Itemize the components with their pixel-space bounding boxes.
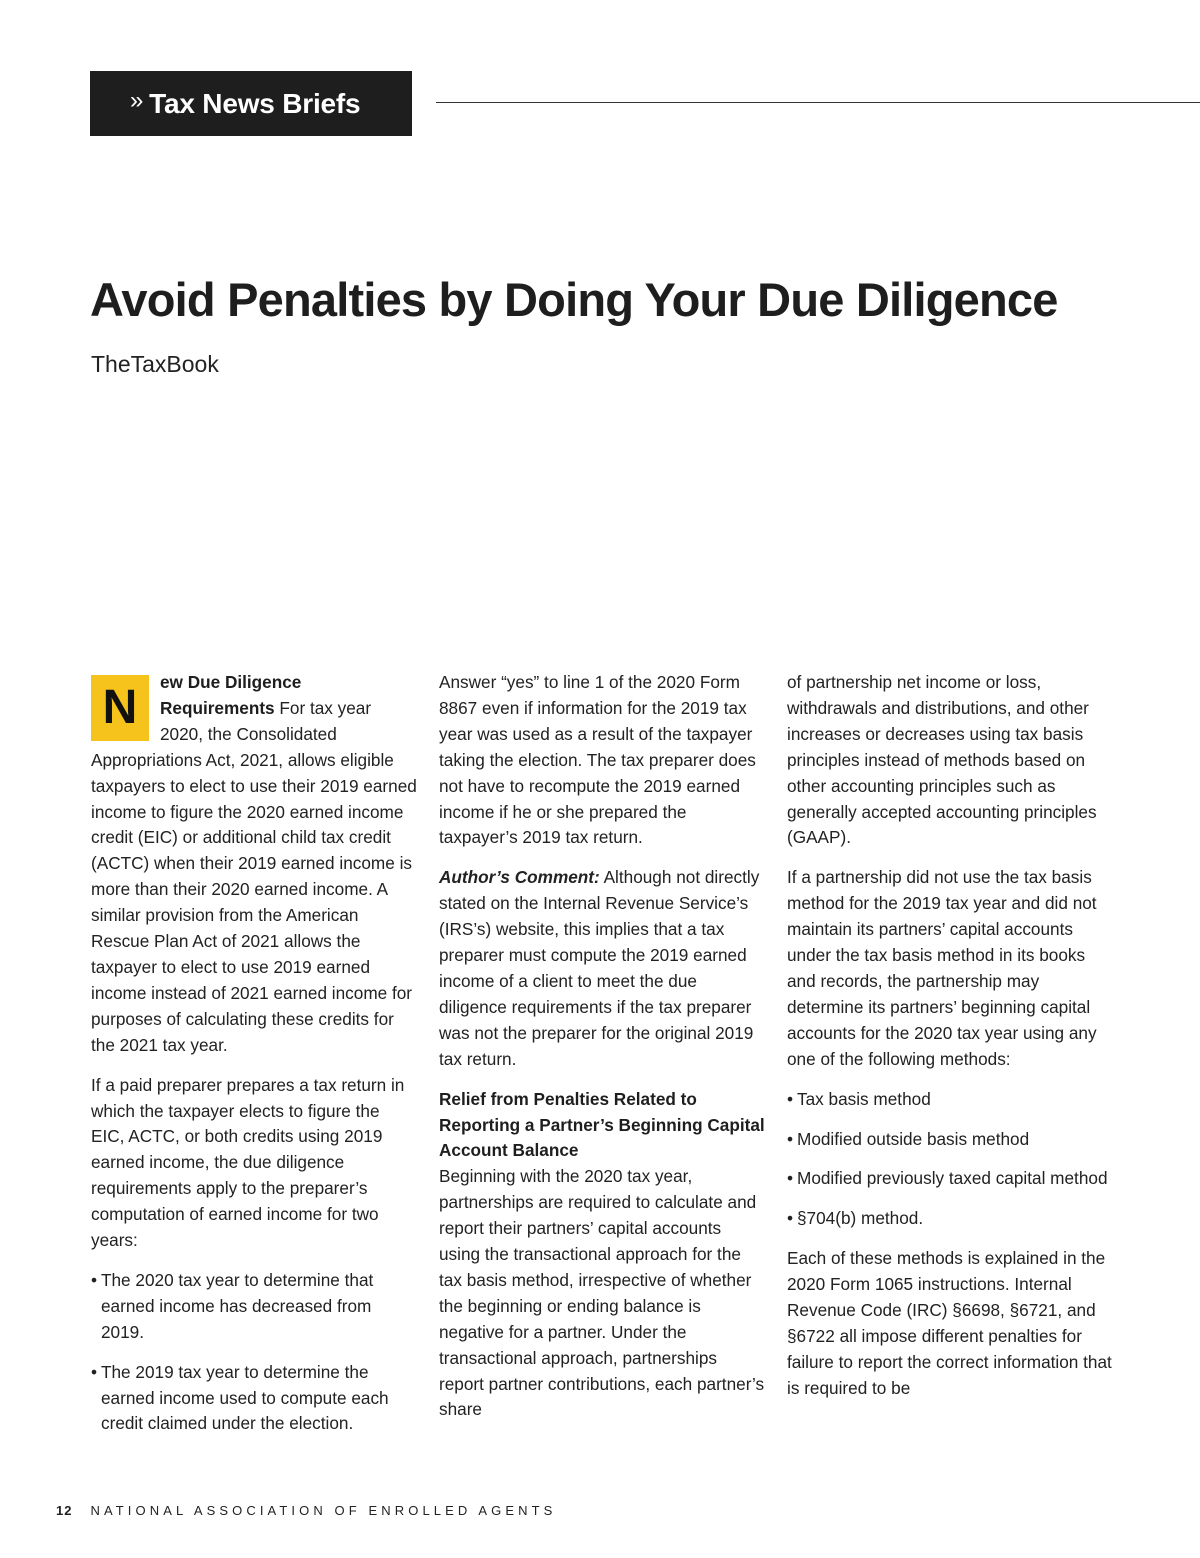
list-item: • The 2020 tax year to determine that earned income has decreased from 2019. [91,1269,374,1342]
article-title: Avoid Penalties by Doing Your Due Diligence [90,273,1058,326]
paragraph: If a paid preparer prepares a tax return in which the taxpayer elects to figure the EIC, ACTC, or both credits using 2019 earned income, the due diligence requirements apply to the preparer’s computation of earned income for two years: [91,1074,405,1251]
section-divider [436,102,1200,103]
page-number: 12 [56,1503,73,1518]
paragraph-text: Beginning with the 2020 tax year, partnerships are required to calculate and report their partners’ capital accounts using the transactional approach for the tax basis method, irrespective of whether the beginning or ending balance is negative for a partner. Under the transactional approach, partnerships report partner contributions, each partner’s share [439,1166,765,1420]
list-item: • Modified previously taxed capital method [787,1166,1113,1192]
article-byline: TheTaxBook [91,351,219,377]
paragraph: Answer “yes” to line 1 of the 2020 Form 8867 even if information for the 2019 tax year was used as a result of the taxpayer taking the election. The tax preparer does not have to recompute the 2019 earned income if he or she prepared the taxpayer’s 2019 tax return. [439,672,756,848]
comment-text: Although not directly stated on the Internal Revenue Service’s (IRS’s) website, this implies that a tax preparer must compute the 2019 earned income of a client to meet the due diligence requirements if the tax preparer was not the preparer for the original 2019 tax return. [439,867,760,1069]
paragraph: If a partnership did not use the tax basis method for the 2019 tax year and did not maintain its partners’ capital accounts under the tax basis method in its books and records, the partnership may determine its partners’ beginning capital accounts for the 2020 tax year using any one of the following methods: [787,867,1097,1069]
subheading: Relief from Penalties Related to Reporting a Partner’s Beginning Capital Account Balance [439,1088,765,1161]
authors-comment [439,865,765,1072]
page-footer [56,1503,556,1518]
list-item: • The 2019 tax year to determine the earned income used to compute each credit claimed under the election. [91,1361,389,1434]
bullet-list [91,1268,417,1437]
column-2 [439,670,765,1437]
column-3 [787,670,1113,1416]
paragraph-text: For tax year 2020, the Consolidated Appropriations Act, 2021, allows eligible taxpayers to elect to use their 2019 earned income to figure the 2020 earned income credit (EIC) or additional child tax credit (ACTC) when their 2019 earned income is more than their 2020 earned income. A similar provision from the American Rescue Plan Act of 2021 allows the taxpayer to elect to use 2019 earned income instead of 2021 earned income for purposes of calculating these credits for the 2021 tax year. [91,697,417,1055]
bullet-icon: • [91,1269,98,1290]
section-label: Tax News Briefs [149,87,361,119]
list-item: • Tax basis method [787,1087,1113,1113]
bullet-icon: • [787,1088,794,1109]
chevron-right-icon: » [130,86,144,114]
comment-label: Author’s Comment: [439,867,600,888]
bullet-icon: • [91,1361,98,1382]
lead-in-heading: ew Due Diligence Requirements [160,672,302,718]
column-1 [91,670,417,1451]
paragraph [439,1087,765,1424]
section-tab [90,71,412,136]
drop-cap: N [91,675,149,741]
list-item: • §704(b) method. [787,1206,1113,1232]
paragraph: of partnership net income or loss, withdrawals and distributions, and other increases or decreases using tax basis principles instead of methods based on other accounting principles such as generally accepted accounting principles (GAAP). [787,672,1097,848]
bullet-icon: • [787,1208,794,1229]
bullet-list [787,1087,1113,1233]
list-item: • Modified outside basis method [787,1127,1113,1153]
paragraph: Each of these methods is explained in the 2020 Form 1065 instructions. Internal Revenue Code (IRC) §6698, §6721, and §6722 all impose different penalties for failure to report the correct information that is required to be [787,1248,1112,1398]
bullet-icon: • [787,1128,794,1149]
bullet-icon: • [787,1168,794,1189]
publication-name: NATIONAL ASSOCIATION OF ENROLLED AGENTS [90,1503,557,1518]
paragraph [91,670,417,1059]
